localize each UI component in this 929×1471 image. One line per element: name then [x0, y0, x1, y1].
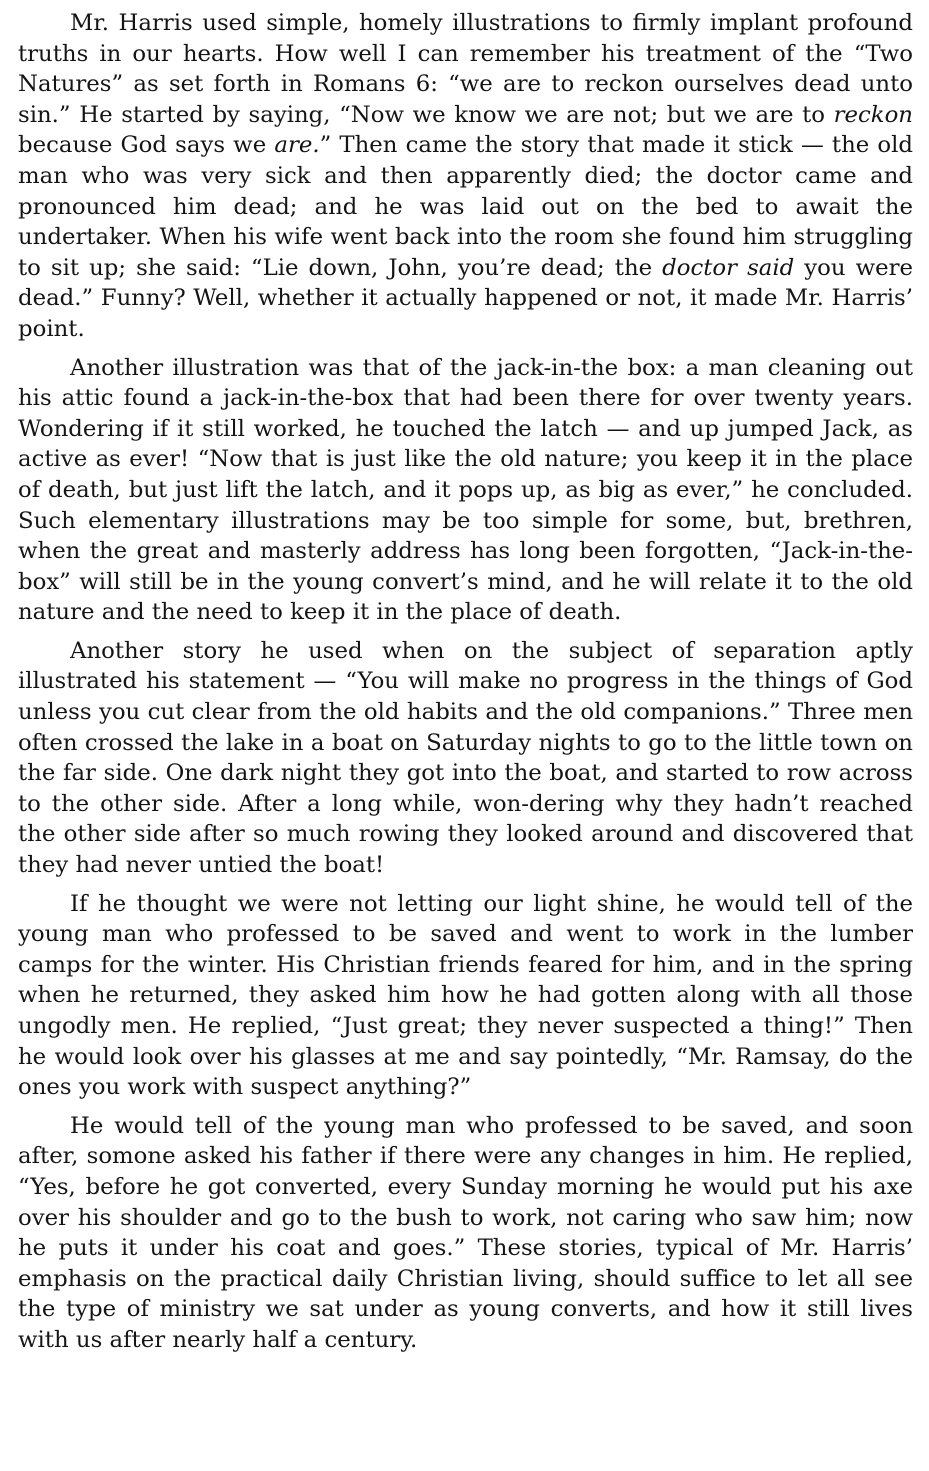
text-segment: you were dead.” Funny? Well, whether it actually happened or not, it made Mr. Harris’ point. — [18, 254, 914, 342]
paragraph-two-natures — [18, 8, 913, 345]
text-segment: Another illustration was that of the jack-in-the box: a man cleaning out his attic found a jack-in-the-box that had been there for over twenty years. Wondering if it still worked, he touched the latch — and up jumped Jack, as active as ever! “Now that is just like the old nature; you keep it in the place of death, but just lift the latch, and it pops up, as big as ever,” he concluded. Such elementary illustrations may be too simple for some, but, brethren, when the great and masterly address has long been forgotten, “Jack-in-the-box” will still be in the young convert’s mind, and he will relate it to the old nature and the need to keep it in the place of death. — [18, 354, 913, 626]
text-segment: He would tell of the young man who professed to be saved, and soon after, somone asked his father if there were any changes in him. He replied, “Yes, before he got converted, every Sunday morning he would put his axe over his shoulder and go to the bush to work, not caring who saw him; now he puts it under his coat and goes.” These stories, typical of Mr. Harris’ emphasis on the practical daily Christian living, should suffice to let all see the type of ministry we sat under as young converts, and how it still lives with us after nearly half a century. — [18, 1112, 913, 1353]
text-segment: Mr. Harris used simple, homely illustrations to firmly implant profound truths in our hearts. How well I can remember his treatment of the “Two Natures” as set forth in Romans 6: “we are to reckon ourselves dead unto sin.” He started by saying, “Now we know we are not; but we are to — [18, 10, 913, 128]
text-segment: Another story he used when on the subject of separation aptly illustrated his statement — “You will make no progress in the things of God unless you cut clear from the old habits and the old companions.” Three men often crossed the lake in a boat on Saturday nights to go to the little town on the far side. One dark night they got into the boat, and started to row across to the other side. After a long while, won-dering why they hadn’t reached the other side after so much rowing they looked around and discovered that they had never untied the boat! — [18, 637, 913, 879]
paragraph-jack-in-the-box — [18, 353, 913, 628]
text-segment: If he thought we were not letting our light shine, he would tell of the young man who professed to be saved and went to work in the lumber camps for the winter. His Christian friends feared for him, and in the spring when he returned, they asked him how he had gotten along with all those ungodly men. He replied, “Just great; they never suspected a thing!” Then he would look over his glasses at me and say pointedly, “Mr. Ramsay, do the ones you work with suspect anything?” — [18, 890, 913, 1101]
text-segment: ” Then came the story that made it stick — the old man who was very sick and then apparently died; the doctor came and pronounced him dead; and he was laid out on the bed to await the undertaker. When his wife went back into the room she found him struggling to sit up; she said: “Lie down, John, you’re dead; the — [18, 132, 914, 281]
paragraph-axe-story — [18, 1111, 913, 1356]
text-segment: because God says we — [18, 132, 275, 159]
paragraph-separation-boat — [18, 636, 913, 881]
italic-segment: reckon — [833, 101, 913, 128]
paragraph-light-shine — [18, 889, 913, 1103]
italic-segment: doctor said — [662, 254, 795, 281]
italic-segment: are. — [274, 132, 320, 159]
